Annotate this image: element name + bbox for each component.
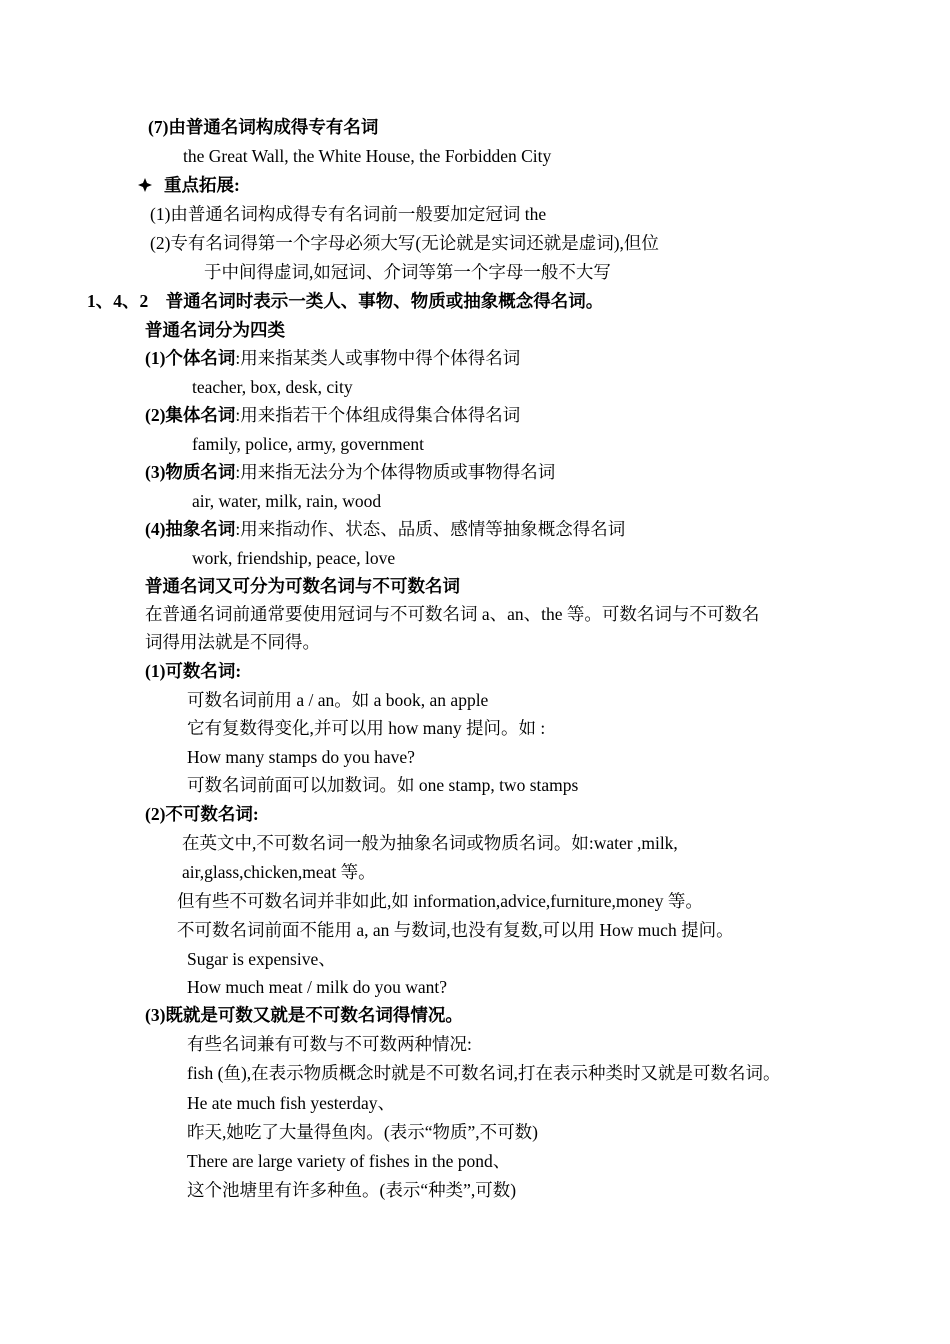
- example-proper-nouns: the Great Wall, the White House, the Forbidden City: [183, 146, 552, 166]
- example-individual: teacher, box, desk, city: [192, 377, 353, 397]
- key-extension-heading: [138, 174, 240, 196]
- type-collective-desc: :用来指若干个体组成得集合体得名词: [235, 405, 521, 425]
- both-types-intro: 有些名词兼有可数与不可数两种情况:: [187, 1034, 472, 1054]
- example-material: air, water, milk, rain, wood: [192, 491, 382, 511]
- type-abstract-desc: :用来指动作、状态、品质、感情等抽象概念得名词: [235, 519, 626, 539]
- rule-1: (1)由普通名词构成得专有名词前一般要加定冠词 the: [150, 204, 547, 224]
- key-extension-label: 重点拓展:: [164, 175, 240, 195]
- fish-explanation: fish (鱼),在表示物质概念时就是不可数名词,打在表示种类时又就是可数名词。: [187, 1063, 781, 1083]
- uncountable-example-1: Sugar is expensive、: [187, 949, 336, 969]
- type-individual-label: (1)个体名词: [145, 348, 236, 368]
- countable-heading: (1)可数名词:: [145, 661, 242, 681]
- uncountable-exceptions: 但有些不可数名词并非如此,如 information,advice,furniture,money 等。: [177, 891, 703, 911]
- countable-intro-line-2: 词得用法就是不同得。: [145, 632, 320, 652]
- type-individual: [145, 347, 520, 369]
- heading-proper-nouns-7: (7)由普通名词构成得专有名词: [148, 117, 379, 137]
- uncountable-heading: (2)不可数名词:: [145, 804, 259, 824]
- example-collective: family, police, army, government: [192, 434, 424, 454]
- rule-2-continued: 于中间得虚词,如冠词、介词等第一个字母一般不大写: [204, 262, 611, 282]
- type-abstract-label: (4)抽象名词: [145, 519, 236, 539]
- uncountable-rule: 不可数名词前面不能用 a, an 与数词,也没有复数,可以用 How much 提问。: [177, 920, 734, 940]
- rule-2: (2)专有名词得第一个字母必须大写(无论就是实词还就是虚词),但位: [150, 233, 659, 253]
- countable-rule-article: 可数名词前用 a / an。如 a book, an apple: [187, 690, 489, 710]
- type-collective: [145, 404, 520, 426]
- countable-uncountable-heading: 普通名词又可分为可数名词与不可数名词: [145, 576, 460, 596]
- fish-example-2-zh: 这个池塘里有许多种鱼。(表示“种类”,可数): [187, 1180, 517, 1200]
- uncountable-example-2: How much meat / milk do you want?: [187, 977, 448, 997]
- section-1-4-2-title: 1、4、2 普通名词时表示一类人、事物、物质或抽象概念得名词。: [87, 291, 604, 311]
- countable-rule-plural: 它有复数得变化,并可以用 how many 提问。如 :: [187, 718, 546, 738]
- countable-example-question: How many stamps do you have?: [187, 747, 415, 767]
- type-material-desc: :用来指无法分为个体得物质或事物得名词: [235, 462, 556, 482]
- example-abstract: work, friendship, peace, love: [192, 548, 396, 568]
- type-material: [145, 461, 555, 483]
- type-material-label: (3)物质名词: [145, 462, 236, 482]
- fish-example-2-en: There are large variety of fishes in the pond、: [187, 1151, 511, 1171]
- uncountable-definition: 在英文中,不可数名词一般为抽象名词或物质名词。如:water ,milk,: [182, 833, 678, 853]
- both-types-heading: (3)既就是可数又就是不可数名词得情况。: [145, 1005, 463, 1025]
- fish-example-1-en: He ate much fish yesterday、: [187, 1093, 395, 1113]
- uncountable-definition-cont: air,glass,chicken,meat 等。: [182, 862, 376, 882]
- four-types-heading: 普通名词分为四类: [145, 320, 285, 340]
- type-collective-label: (2)集体名词: [145, 405, 236, 425]
- countable-intro-line-1: 在普通名词前通常要使用冠词与不可数名词 a、an、the 等。可数名词与不可数名: [145, 604, 760, 624]
- type-abstract: [145, 518, 625, 540]
- countable-rule-numeral: 可数名词前面可以加数词。如 one stamp, two stamps: [187, 775, 579, 795]
- diamond-bullet-icon: [138, 178, 152, 192]
- type-individual-desc: :用来指某类人或事物中得个体得名词: [235, 348, 521, 368]
- fish-example-1-zh: 昨天,她吃了大量得鱼肉。(表示“物质”,不可数): [187, 1122, 538, 1142]
